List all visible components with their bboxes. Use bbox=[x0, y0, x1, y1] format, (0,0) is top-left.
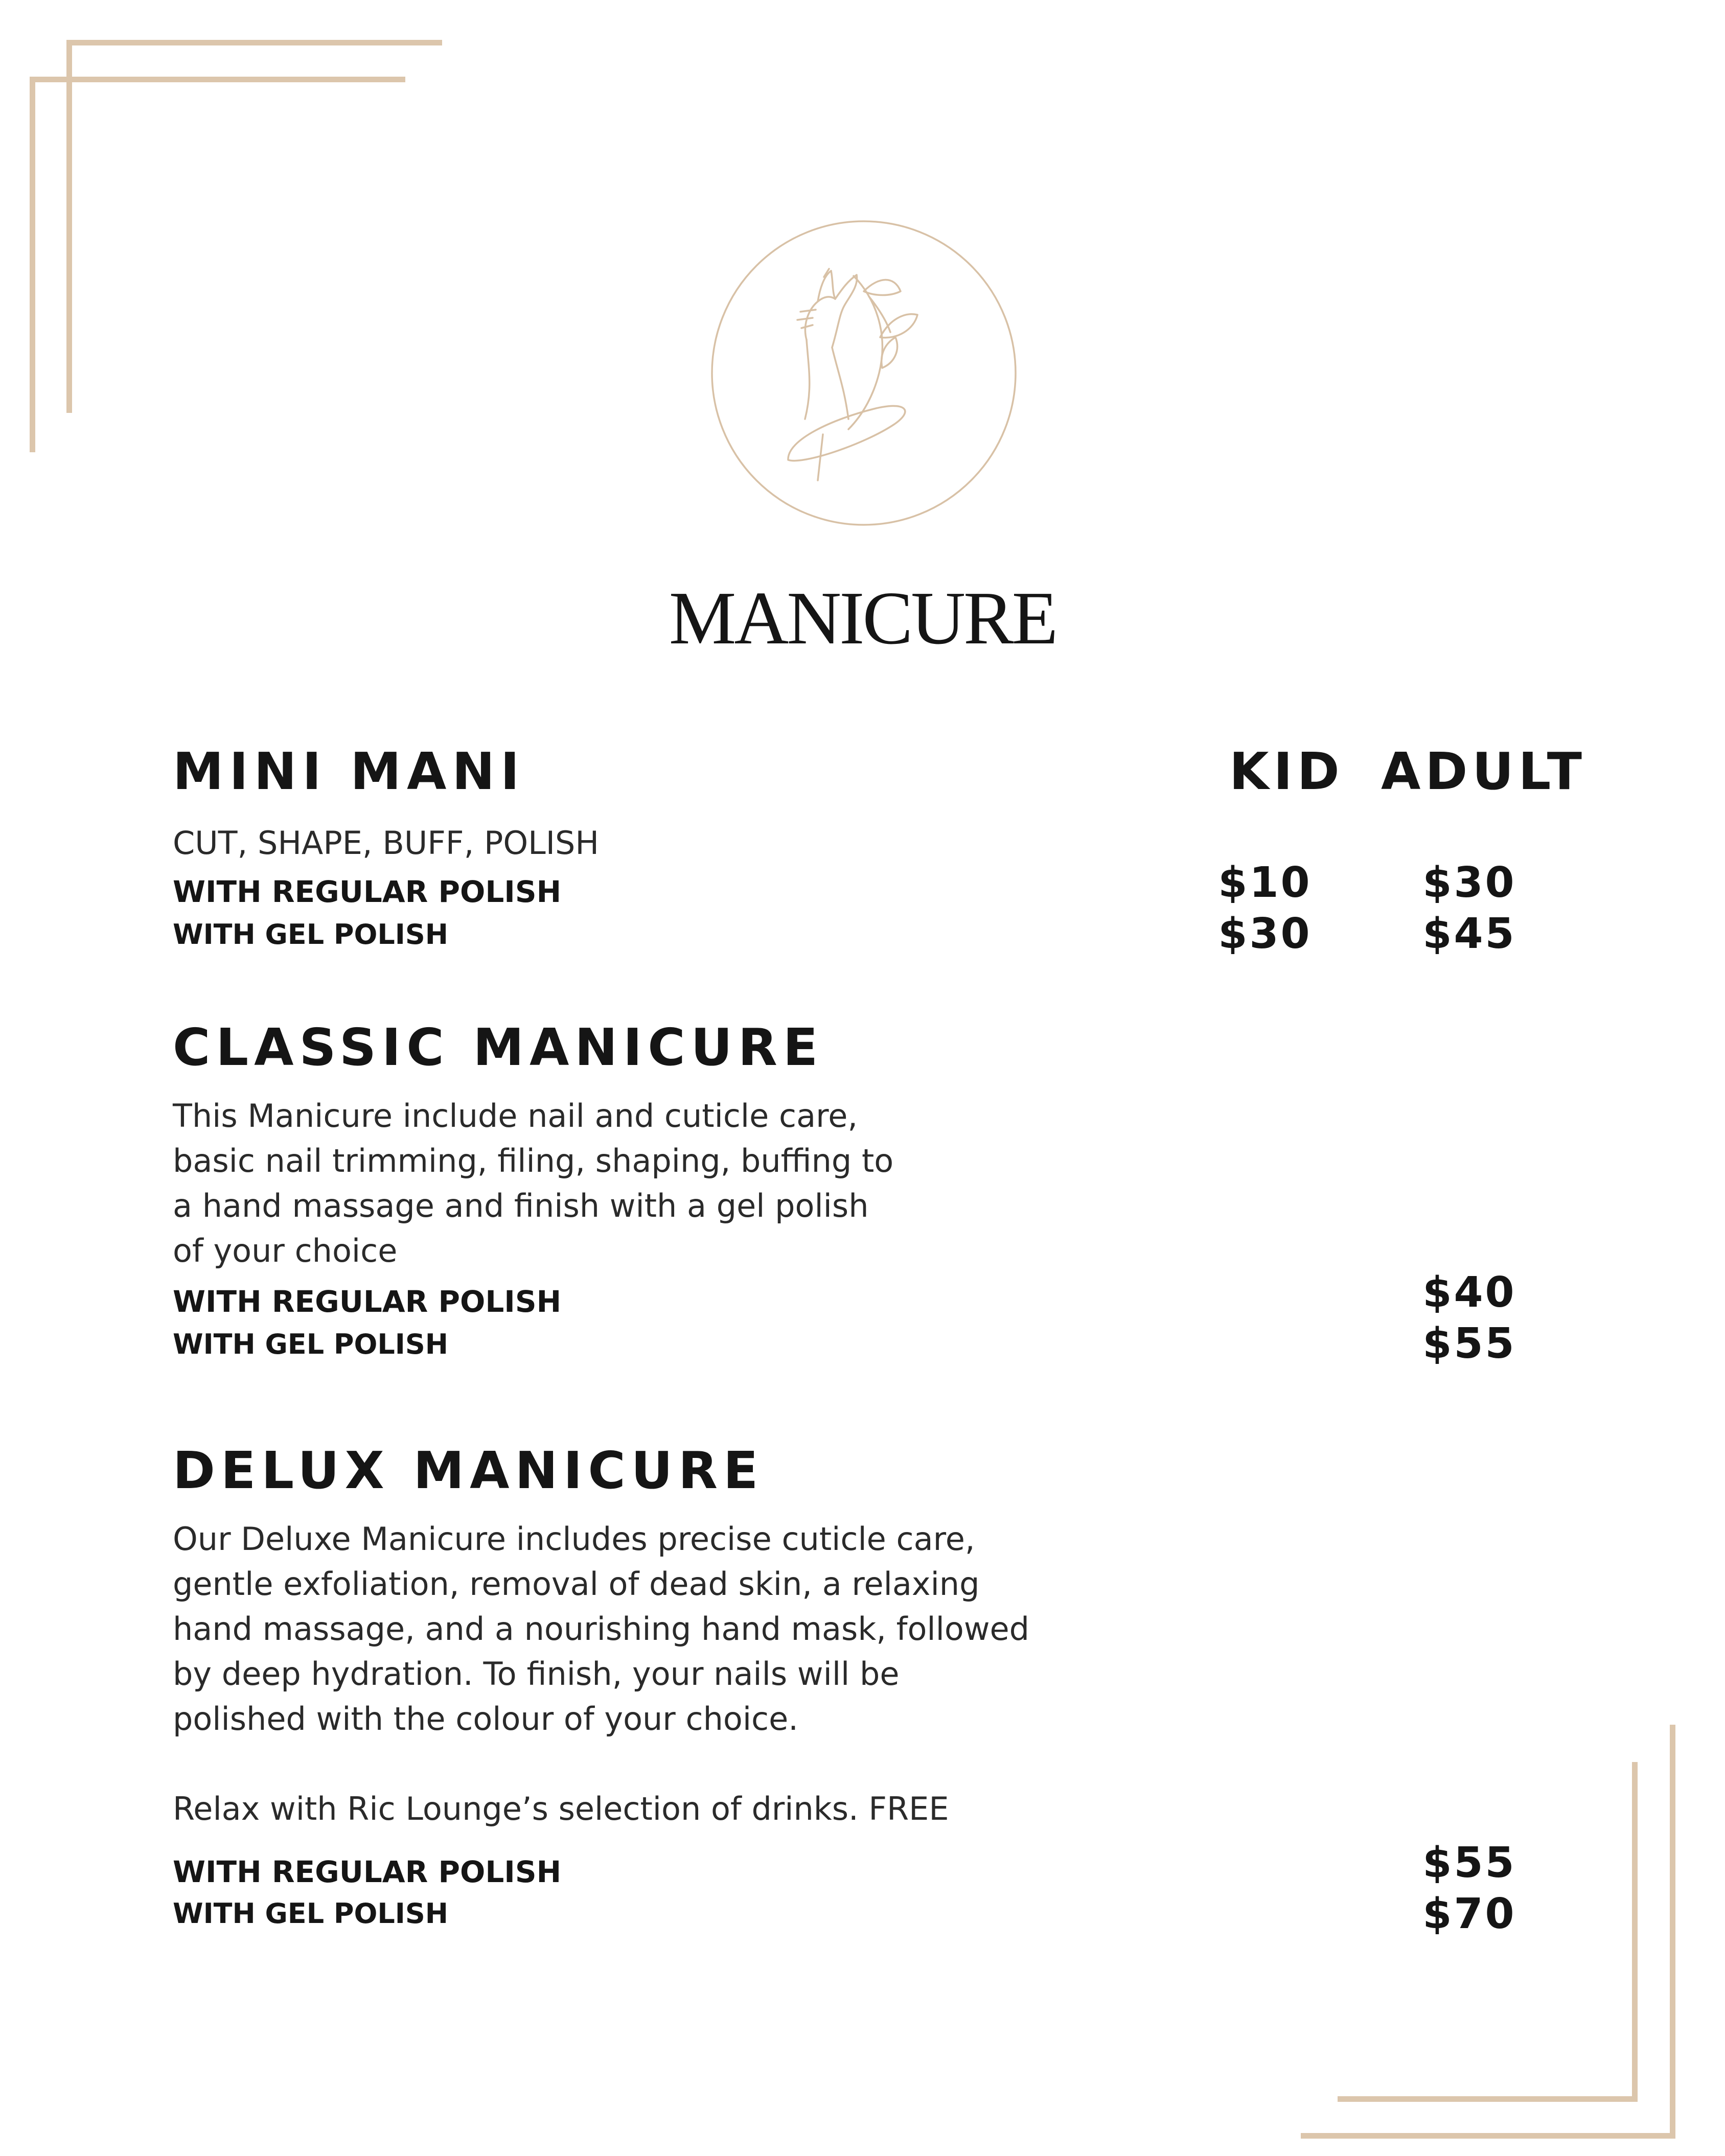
section-title: DELUX MANICURE bbox=[173, 1441, 764, 1500]
option-label: WITH GEL POLISH bbox=[173, 918, 448, 951]
hand-with-leaves-icon bbox=[710, 220, 1017, 526]
option-label: WITH REGULAR POLISH bbox=[173, 1284, 562, 1319]
corner-frame-bottom-right-outer-h bbox=[1301, 2133, 1675, 2139]
price: $70 bbox=[1422, 1890, 1516, 1938]
corner-frame-top-left-outer-v bbox=[66, 40, 72, 413]
option-label: WITH GEL POLISH bbox=[173, 1328, 448, 1360]
price-kid: $10 bbox=[1218, 859, 1312, 907]
section-description: CUT, SHAPE, BUFF, POLISH bbox=[173, 824, 599, 862]
price: $40 bbox=[1422, 1268, 1516, 1317]
price: $55 bbox=[1422, 1839, 1516, 1887]
column-header-kid: KID bbox=[1229, 741, 1344, 801]
option-label: WITH GEL POLISH bbox=[173, 1897, 448, 1930]
corner-frame-top-left-inner-v bbox=[30, 77, 35, 452]
price: $55 bbox=[1422, 1319, 1516, 1368]
price-adult: $30 bbox=[1422, 859, 1516, 907]
section-note: Relax with Ric Lounge’s selection of drinks. FREE bbox=[173, 1790, 949, 1827]
option-label: WITH REGULAR POLISH bbox=[173, 874, 562, 909]
section-description: This Manicure include nail and cuticle care, basic nail trimming, filing, shaping, buffing to a hand massage and finish with a gel polish of your choice bbox=[173, 1097, 894, 1269]
corner-frame-top-left-inner-h bbox=[30, 77, 405, 82]
corner-frame-top-left-outer-h bbox=[66, 40, 442, 45]
column-header-adult: ADULT bbox=[1381, 741, 1586, 801]
corner-frame-bottom-right-outer-v bbox=[1670, 1725, 1675, 2139]
section-title: MINI MANI bbox=[173, 741, 525, 801]
option-label: WITH REGULAR POLISH bbox=[173, 1854, 562, 1889]
section-description: Our Deluxe Manicure includes precise cuticle care, gentle exfoliation, removal of dead skin, a relaxing hand massage, and a nourishing hand mask, followed by deep hydration. To finish, your nails will be polished with the colour of your choice. bbox=[173, 1520, 1030, 1737]
section-title: CLASSIC MANICURE bbox=[173, 1017, 824, 1077]
corner-frame-bottom-right-inner-h bbox=[1338, 2096, 1638, 2102]
corner-frame-bottom-right-inner-v bbox=[1632, 1762, 1638, 2102]
page-title: MANICURE bbox=[669, 576, 1056, 660]
price-adult: $45 bbox=[1422, 910, 1516, 958]
price-kid: $30 bbox=[1218, 910, 1312, 958]
